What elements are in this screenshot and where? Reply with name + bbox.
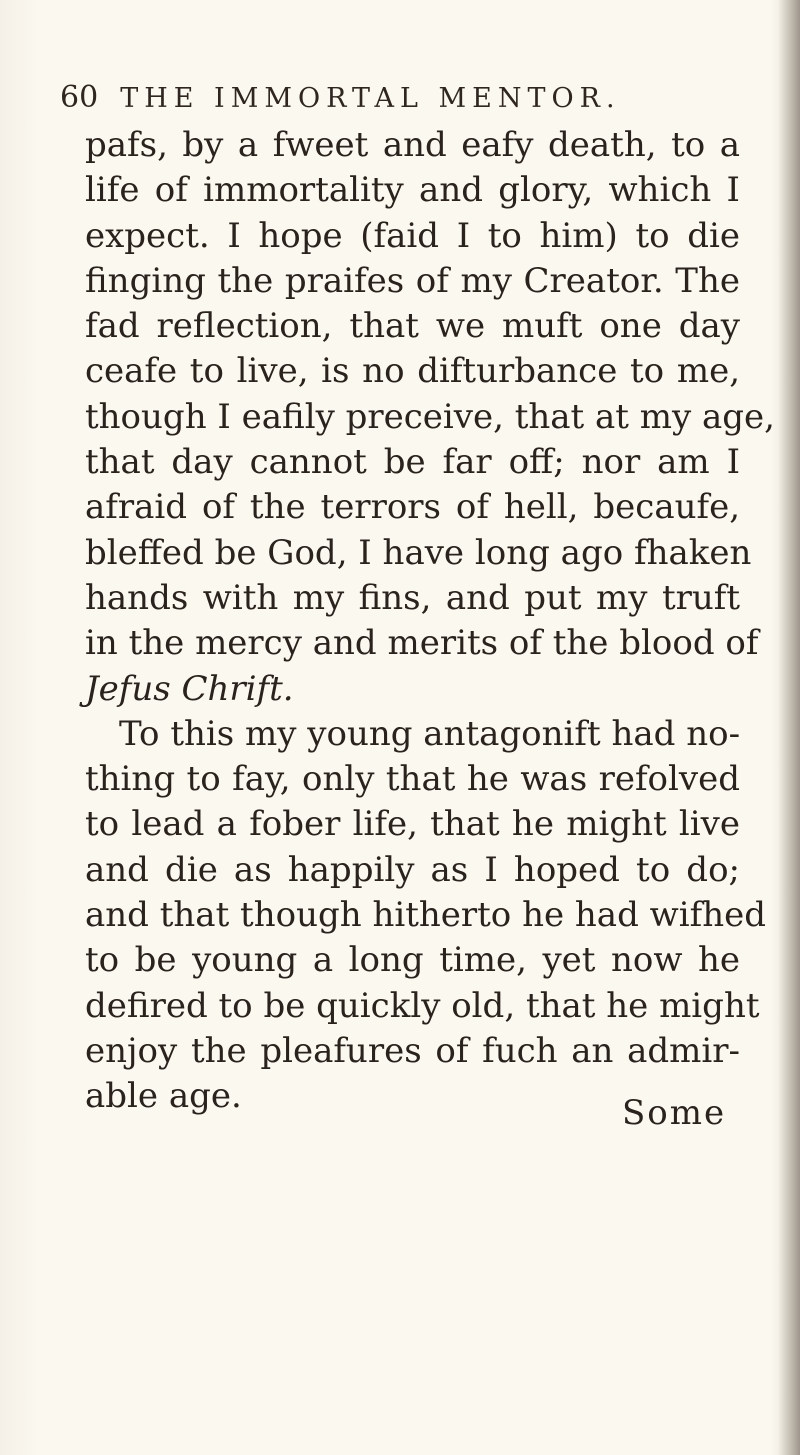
text-line: hands with my fins, and put my truft [85,577,740,618]
text-line: bleffed be God, I have long ago fhaken [85,532,752,573]
text-line: afraid of the terrors of hell, becaufe, [85,487,740,528]
text-line: and die as happily as I hoped to do; [85,849,740,890]
running-title: THE IMMORTAL MENTOR. [120,83,621,114]
text-line-italic: Jefus Chrift. [85,668,294,709]
body-text [85,123,775,1120]
text-line: finging the praifes of my Creator. The [85,260,740,301]
page-edge-shadow [778,0,800,1455]
text-line: ceafe to live, is no difturbance to me, [85,351,740,392]
text-line: fad reflection, that we muft one day [85,306,740,347]
text-line: pafs, by a fweet and eafy death, to a [85,125,740,165]
text-line: in the mercy and merits of the blood of [85,623,759,664]
text-line: defired to be quickly old, that he might [85,985,760,1026]
text-line: able age. [85,1076,242,1117]
text-line: expect. I hope (faid I to him) to die [85,215,740,256]
paragraph-start-line: To this my young antagonift had no- [119,713,741,754]
page-header [60,80,700,120]
text-line: though I eafily preceive, that at my age, [85,396,775,437]
text-line: to be young a long time, yet now he [85,940,740,981]
text-line: to lead a fober life, that he might live [85,804,740,845]
text-line: life of immortality and glory, which I [85,170,740,211]
text-line: thing to fay, only that he was refolved [85,759,740,800]
catchword: Some [622,1093,727,1133]
page-number: 60 [60,80,99,115]
text-line: enjoy the pleafures of fuch an admir- [85,1030,740,1071]
text-line: and that though hitherto he had wifhed [85,895,766,936]
text-line: that day cannot be far off; nor am I [85,442,740,483]
